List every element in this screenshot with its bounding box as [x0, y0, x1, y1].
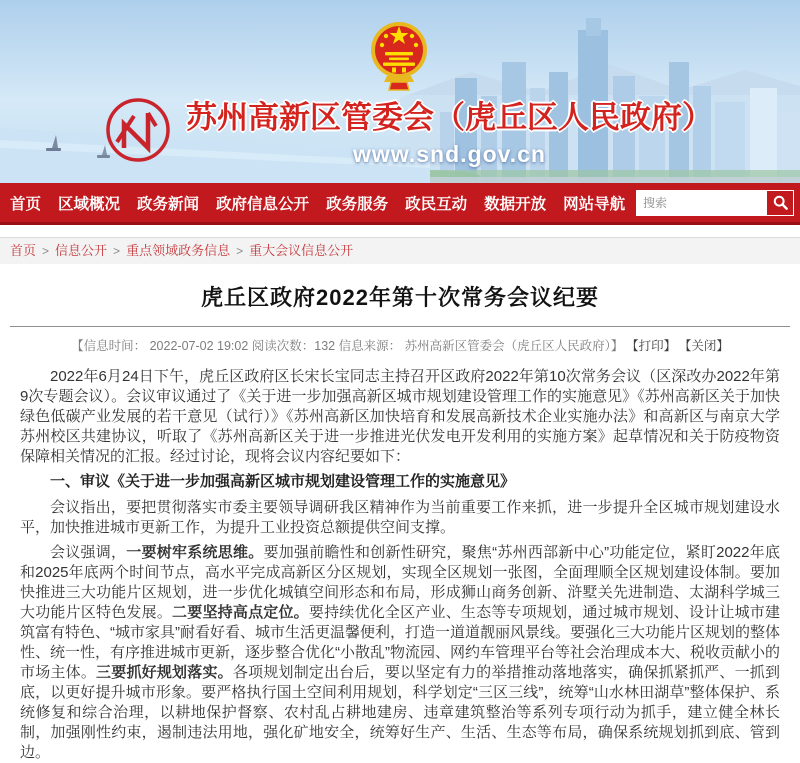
bold-text: 一、审议《关于进一步加强高新区城市规划建设管理工作的实施意见》 [50, 473, 516, 490]
nav-item-6[interactable]: 政民互动 [405, 195, 468, 213]
divider [10, 326, 790, 327]
breadcrumb-item-1[interactable]: 首页 [10, 243, 37, 258]
nav-item-3[interactable]: 政务新闻 [137, 195, 200, 213]
article-meta: 【信息时间： 2022-07-02 19:02 阅读次数：132 信息来源： 苏州高新区管委会（虎丘区人民政府）】 [71, 339, 624, 353]
section-heading [20, 472, 780, 492]
national-emblem-icon [368, 12, 430, 104]
site-banner [0, 0, 800, 183]
bold-text: 一要树牢系统思维。 [126, 544, 264, 561]
breadcrumb-separator: > [236, 244, 244, 258]
breadcrumb-trail [10, 243, 353, 258]
search-button[interactable] [767, 191, 793, 215]
nav-item-2[interactable]: 区域概况 [58, 195, 121, 213]
article-content [0, 281, 800, 763]
site-title: 苏州高新区管委会（虎丘区人民政府） [186, 100, 713, 135]
search-box [636, 190, 794, 216]
site-brand [104, 92, 713, 168]
breadcrumb-separator: > [42, 244, 50, 258]
paragraph-4 [20, 543, 780, 763]
bold-text: 三要抓好规划落实。 [96, 664, 233, 681]
body-text: 2022年6月24日下午，虎丘区政府区长宋长宝同志主持召开区政府2022年第10次常务会议（区深改办2022年第9次专题会议）。会议审议通过了《关于进一步加强高新区城市规划建设管理工作的实施意见》《苏州高新区关于加快绿色低碳产业发展的若干意见（试行）》《苏州高新区加快培育和发展高新技术企业实施办法》和高新区与南京大学苏州校区共建协议，听取了《苏州高新区关于进一步推进光伏发电开发利用的实施方案》起草情况和关于防疫物资保障相关情况的汇报。经过讨论，现将会议内容纪要如下： [20, 368, 780, 465]
bold-text: 二要坚持高点定位。 [172, 604, 309, 621]
paragraph-3 [20, 498, 780, 538]
article-body [20, 367, 780, 763]
breadcrumb-item-2[interactable]: 信息公开 [55, 243, 108, 258]
nav-item-1[interactable]: 首页 [10, 195, 42, 213]
body-text: 会议强调， [50, 544, 127, 561]
paragraph-1 [20, 367, 780, 467]
breadcrumb-separator: > [113, 244, 121, 258]
page-title: 虎丘区政府2022年第十次常务会议纪要 [201, 285, 599, 310]
nav-item-5[interactable]: 政务服务 [326, 195, 389, 213]
site-url-link[interactable]: www.snd.gov.cn [353, 141, 546, 167]
breadcrumb [0, 237, 800, 264]
body-text: 各项规划制定出台后，要以坚定有力的举措推动落地落实，确保抓紧抓严、一抓到底，以更好提升城市形象。要严格执行国土空间利用规划，科学划定“三区三线”，统筹“山水林田湖草”整体保护、系统修复和综合治理，以耕地保护督察、农村乱占耕地建房、违章建筑整治等系列专项行动为抓手，建立健全林长制，加强刚性约束，遏制违法用地，强化矿地安全，统筹好生产、生活、生态等布局，确保系统规划抓到底、管到边。 [20, 664, 780, 761]
body-text: 要加强前瞻性和创新性研究，聚焦“苏州西部新中心”功能定位，紧盯2022年底和2025年底两个时间节点，高水平完成高新区分区规划，实现全区规划一张图，全面理顺全区规划建设体制。要加快推进三大功能片区规划，进一步优化城镇空间形态和布局，形成狮山商务创新、浒墅关先进制造、太湖科学城三大功能片区特色发展。 [20, 544, 780, 621]
body-text: 会议指出，要把贯彻落实市委主要领导调研我区精神作为当前重要工作来抓，进一步提升全区城市规划建设水平，加快推进城市更新工作，为提升工业投资总额提供空间支撑。 [20, 499, 780, 536]
article-meta-row [20, 336, 780, 354]
main-nav [0, 183, 800, 225]
nav-item-8[interactable]: 网站导航 [563, 195, 626, 213]
print-button[interactable]: 【打印】 [632, 339, 677, 353]
nav-menu [10, 192, 625, 214]
search-input[interactable] [637, 191, 767, 215]
search-icon [773, 195, 788, 210]
breadcrumb-item-4[interactable]: 重大会议信息公开 [249, 243, 354, 258]
body-text: 要持续优化全区产业、生态等专项规划，通过城市规划、设计让城市建筑富有特色、“城市家具”耐看好看、城市生活更温馨便利，打造一道道靓丽风景线。要强化三大功能片区规划的整体性、统一性，有序推进城市更新，逐步整合优化“小散乱”物流园、网约车管理平台等社会治理成本大、税收贡献小的市场主体。 [20, 604, 780, 681]
snd-logo-icon [104, 96, 172, 164]
nav-item-7[interactable]: 数据开放 [484, 195, 547, 213]
breadcrumb-item-3[interactable]: 重点领域政务信息 [126, 243, 231, 258]
close-button[interactable]: 【关闭】 [685, 339, 729, 353]
nav-item-4[interactable]: 政府信息公开 [216, 195, 310, 213]
